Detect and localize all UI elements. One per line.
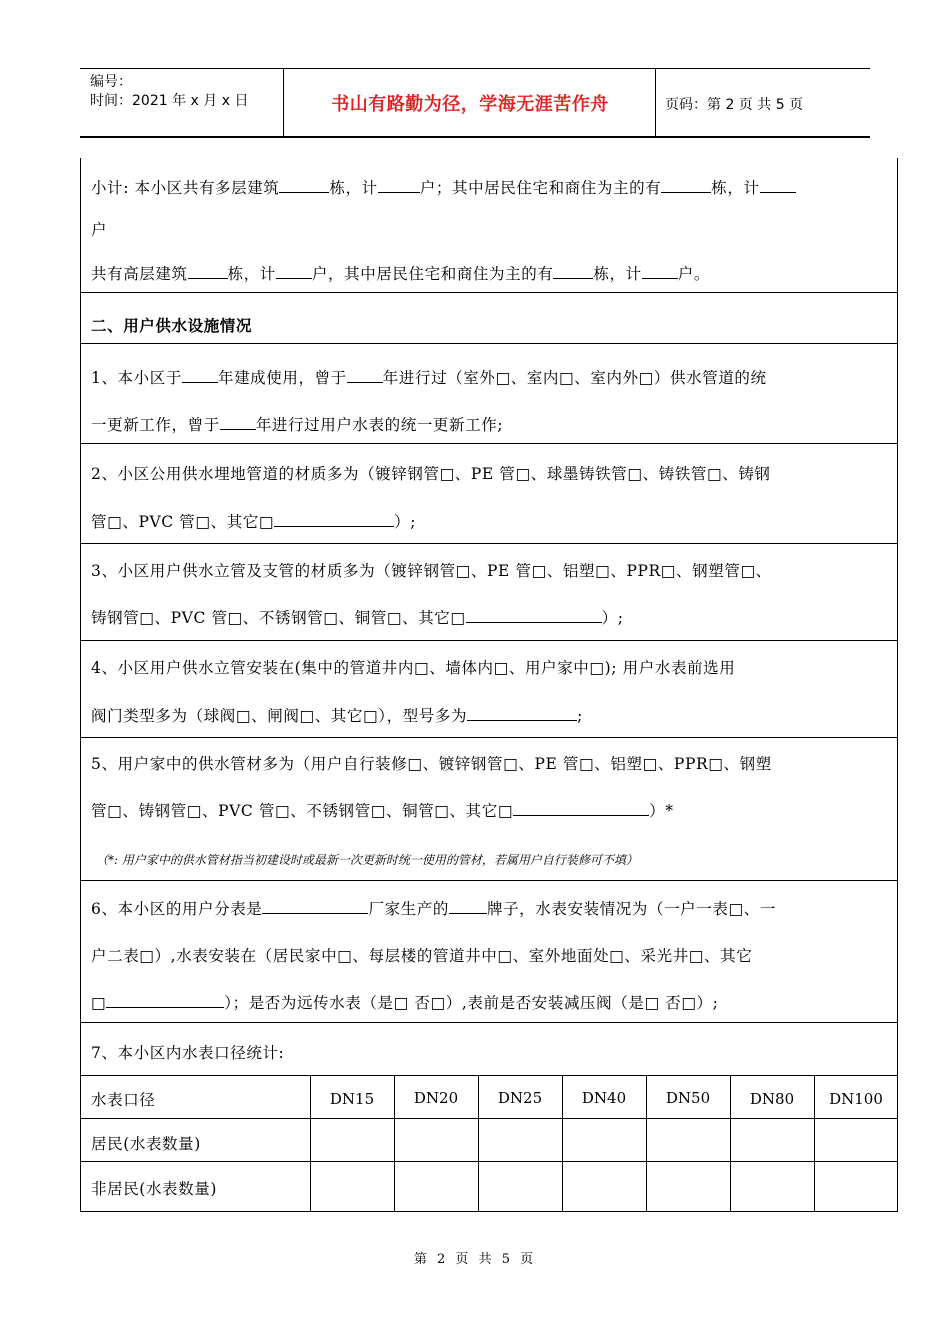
question-text: ）；是否为远传水表（是□ 否□）,表前是否安装减压阀（是□ 否□）; — [224, 994, 719, 1012]
header-divider-right — [655, 68, 656, 136]
table-row-rule — [80, 1118, 898, 1119]
question-text: 厂家生产的 — [368, 900, 449, 918]
subtotal-line-2: 户 — [91, 221, 108, 239]
subtotal-line-1 — [91, 176, 796, 198]
question-text: ）* — [649, 802, 674, 820]
table-row-header: 居民(水表数量) — [91, 1135, 201, 1153]
form-left-border — [80, 158, 81, 1212]
question-4-line-1: 4、小区用户供水立管安装在(集中的管道井内□、墙体内□、用户家中□); 用户水表前选用 — [91, 659, 736, 677]
row-divider — [80, 1022, 898, 1023]
blank-field[interactable] — [274, 526, 394, 527]
doc-date-label: 时间：2021 年 x 月 x 日 — [90, 93, 249, 109]
blank-field[interactable] — [220, 429, 256, 430]
question-1-line-2 — [91, 413, 503, 435]
table-col-header-dn25: DN25 — [497, 1089, 543, 1107]
table-col-header-dn40: DN40 — [581, 1089, 627, 1107]
header-top-rule — [80, 68, 870, 69]
blank-field[interactable] — [661, 192, 711, 193]
blank-field[interactable] — [642, 278, 678, 279]
question-text: 年建成使用，曾于 — [217, 369, 347, 387]
table-col-header-dn20: DN20 — [413, 1089, 459, 1107]
blank-field[interactable] — [262, 913, 368, 914]
blank-field[interactable] — [449, 913, 487, 914]
blank-field[interactable] — [513, 815, 649, 816]
question-5-footnote: （*: 用户家中的供水管材指当初建设时或最新一次更新时统一使用的管材，若属用户自行装修可不填） — [96, 853, 638, 867]
question-text: 一更新工作，曾于 — [91, 416, 220, 434]
blank-field[interactable] — [466, 622, 602, 623]
row-divider — [80, 640, 898, 641]
question-1-line-1 — [91, 366, 767, 388]
row-divider — [80, 443, 898, 444]
subtotal-text: 小计: 本小区共有多层建筑 — [91, 179, 280, 197]
question-5-line-1: 5、用户家中的供水管材多为（用户自行装修□、镀锌钢管□、PE 管□、铝塑□、PPR□、钢塑 — [91, 755, 772, 773]
table-col-header-dn50: DN50 — [665, 1089, 711, 1107]
subtotal-text: 栋，计 — [593, 265, 642, 283]
question-text: 牌子，水表安装情况为（一户一表□、一 — [486, 900, 776, 918]
question-3-line-2 — [91, 606, 624, 628]
question-text: □ — [91, 994, 107, 1012]
header-motto: 书山有路勤为径，学海无涯苦作舟 — [331, 94, 609, 115]
header-bottom-rule — [80, 136, 870, 138]
blank-field[interactable] — [188, 278, 228, 279]
blank-field[interactable] — [760, 192, 796, 193]
question-2-line-1: 2、小区公用供水埋地管道的材质多为（镀锌钢管□、PE 管□、球墨铸铁管□、铸铁管□、铸钢 — [91, 465, 771, 483]
question-text: 管□、PVC 管□、其它□ — [91, 513, 275, 531]
question-6-line-1 — [91, 897, 776, 919]
question-7-label: 7、本小区内水表口径统计: — [91, 1044, 285, 1062]
question-text: 年进行过（室外□、室内□、室内外□）供水管道的统 — [382, 369, 767, 387]
question-6-line-3 — [91, 991, 718, 1013]
question-text: 年进行过用户水表的统一更新工作; — [255, 416, 504, 434]
blank-field[interactable] — [378, 192, 420, 193]
subtotal-line-3 — [91, 262, 710, 284]
table-row-rule — [80, 1161, 898, 1162]
table-row-header: 非居民(水表数量) — [91, 1180, 217, 1198]
question-2-line-2 — [91, 510, 416, 532]
question-text: ）; — [394, 513, 417, 531]
subtotal-text: 栋，计 — [711, 179, 760, 197]
question-4-line-2 — [91, 704, 583, 726]
subtotal-text: 户，其中居民住宅和商住为主的有 — [311, 265, 554, 283]
page-footer: 第 2 页 共 5 页 — [413, 1252, 537, 1267]
question-text: 阀门类型多为（球阀□、闸阀□、其它□），型号多为 — [91, 707, 468, 725]
form-bottom-border — [80, 1211, 898, 1212]
question-5-line-2 — [91, 799, 674, 821]
row-divider — [80, 292, 898, 293]
table-top-rule — [80, 1075, 898, 1076]
section-heading: 二、用户供水设施情况 — [91, 317, 253, 335]
blank-field[interactable] — [347, 382, 383, 383]
blank-field[interactable] — [279, 192, 329, 193]
blank-field[interactable] — [553, 278, 593, 279]
question-6-line-2: 户二表□）,水表安装在（居民家中□、每层楼的管道井中□、室外地面处□、采光井□、其它 — [91, 947, 753, 965]
subtotal-text: 户；其中居民住宅和商住为主的有 — [419, 179, 662, 197]
question-text: 1、本小区于 — [91, 369, 182, 387]
table-col-header-dn80: DN80 — [749, 1090, 795, 1108]
form-right-border — [897, 158, 898, 1212]
question-text: 管□、铸钢管□、PVC 管□、不锈钢管□、铜管□、其它□ — [91, 802, 514, 820]
question-text: 铸钢管□、PVC 管□、不锈钢管□、铜管□、其它□ — [91, 609, 466, 627]
subtotal-text: 户。 — [677, 265, 710, 283]
row-divider — [80, 880, 898, 881]
header-divider-left — [283, 68, 284, 136]
question-text: ; — [577, 707, 583, 725]
blank-field[interactable] — [467, 720, 577, 721]
subtotal-text: 共有高层建筑 — [91, 265, 188, 283]
row-divider — [80, 343, 898, 344]
question-text: ）; — [601, 609, 624, 627]
row-divider — [80, 737, 898, 738]
table-row-header: 水表口径 — [91, 1091, 156, 1109]
table-col-header-dn15: DN15 — [329, 1090, 375, 1108]
blank-field[interactable] — [106, 1007, 224, 1008]
table-col-header-dn100: DN100 — [829, 1090, 883, 1108]
page-indicator: 页码：第 2 页 共 5 页 — [665, 97, 804, 113]
subtotal-text: 栋，计 — [227, 265, 276, 283]
row-divider — [80, 543, 898, 544]
doc-number-label: 编号： — [90, 74, 132, 90]
subtotal-text: 栋，计 — [329, 179, 378, 197]
question-text: 6、本小区的用户分表是 — [91, 900, 263, 918]
blank-field[interactable] — [182, 382, 218, 383]
question-3-line-1: 3、小区用户供水立管及支管的材质多为（镀锌钢管□、PE 管□、铝塑□、PPR□、钢塑管□、 — [91, 562, 772, 580]
blank-field[interactable] — [276, 278, 312, 279]
